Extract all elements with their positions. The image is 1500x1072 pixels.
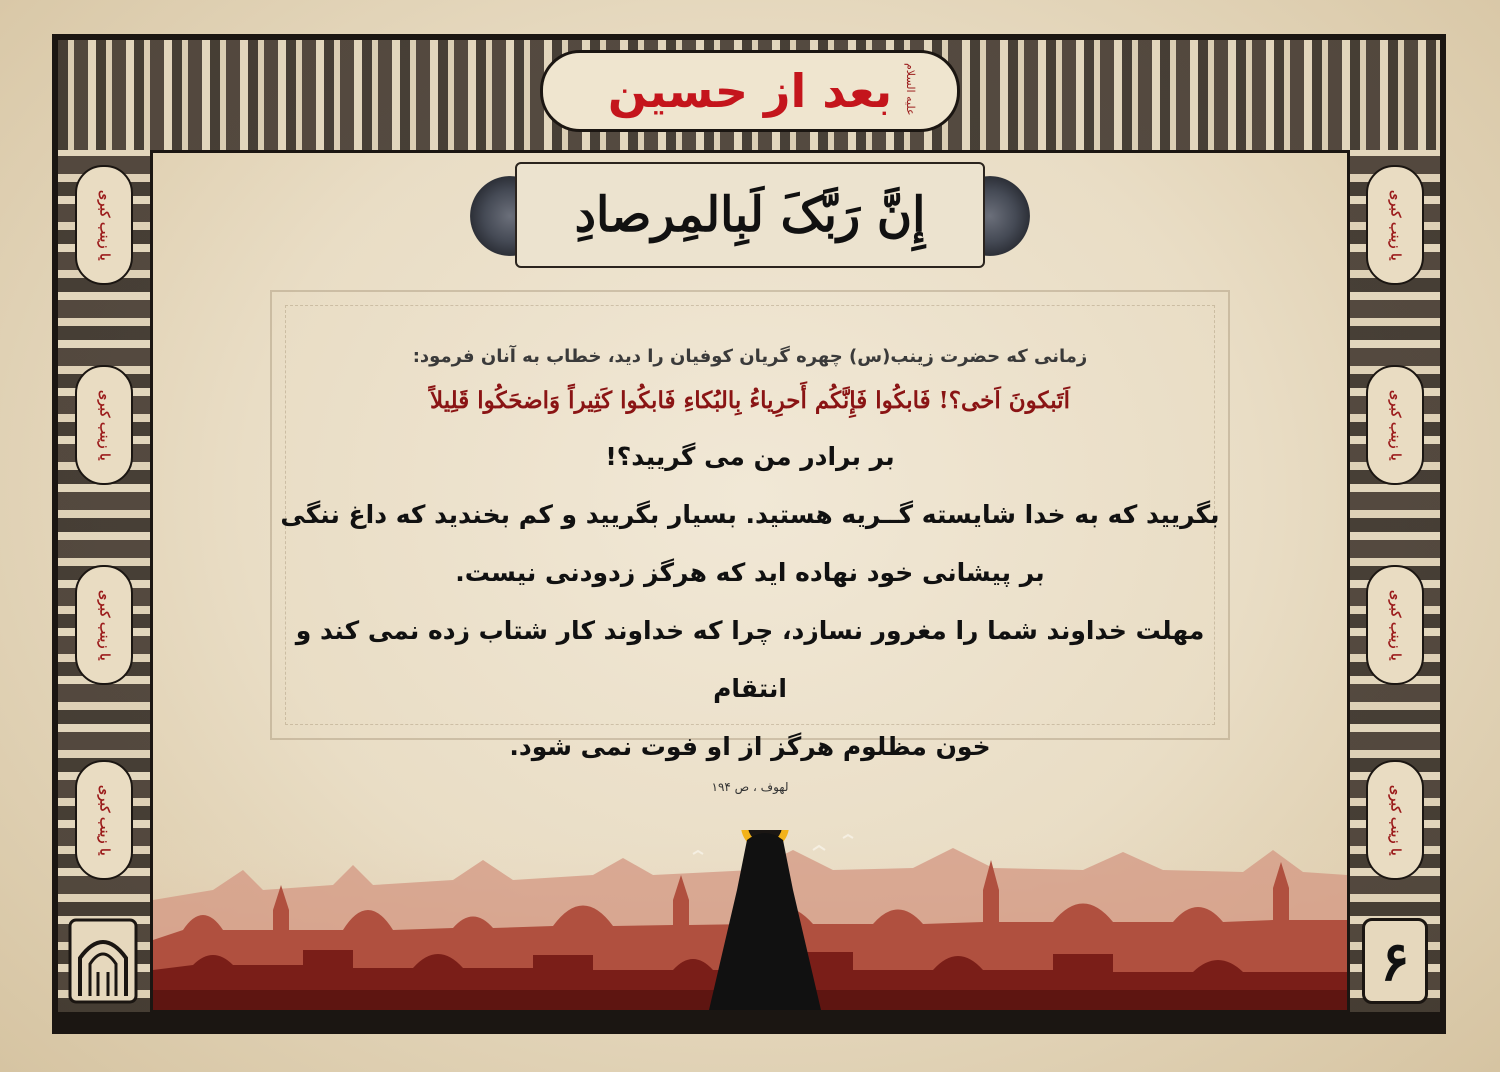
title-plaque [540,50,960,132]
cartouche-text: یا زینب کبری [1387,389,1403,461]
poster-title: بعد از حسین [607,64,893,118]
right-cartouche-2 [1366,365,1424,485]
right-cartouche-1 [1366,165,1424,285]
source-citation: لهوف ، ص ۱۹۴ [711,780,789,794]
translation-line: مهلت خداوند شما را مغرور نسازد، چرا که خداوند کار شتاب زده نمی کند و انتقام [295,616,1205,703]
arabic-quote: اَتَبکونَ اَخی؟! فَابکُوا فَإِنَّکُم أَحرِیاءُ بِالبُکاءِ فَابکُوا کَثِیراً وَاضحَکُوا قَلِیلاً [430,387,1070,414]
city-skyline-illustration [153,830,1347,1010]
quran-verse: إِنَّ رَبَّکَ لَبِالمِرصادِ [574,187,926,243]
cartouche-text: یا زینب کبری [96,189,112,261]
translation-line: بگریید که به خدا شایسته گــریه هستید. بسیار بگریید و کم بخندید که داغ ننگی [280,500,1220,529]
main-text [260,346,1240,794]
right-cartouche-4 [1366,760,1424,880]
right-cartouche-3 [1366,565,1424,685]
translation-line: بر برادر من می گریید؟! [605,442,895,471]
left-cartouche-4 [75,760,133,880]
mosque-arch-icon [68,918,138,1004]
cartouche-text: یا زینب کبری [96,784,112,856]
page-number: ۶ [1362,918,1428,1004]
cartouche-text: یا زینب کبری [1387,189,1403,261]
cartouche-text: یا زینب کبری [96,589,112,661]
translation-line: بر پیشانی خود نهاده اید که هرگز زدودنی نیست. [455,558,1045,587]
left-cartouche-2 [75,365,133,485]
cartouche-text: یا زینب کبری [1387,589,1403,661]
verse-plaque [515,162,985,268]
translation-line: خون مظلوم هرگز از او فوت نمی شود. [509,732,991,761]
left-cartouche-3 [75,565,133,685]
left-cartouche-1 [75,165,133,285]
intro-text: زمانی که حضرت زینب(س) چهره گریان کوفیان را دید، خطاب به آنان فرمود: [412,346,1088,367]
cartouche-text: یا زینب کبری [96,389,112,461]
cartouche-text: یا زینب کبری [1387,784,1403,856]
title-honorific: علیه السلام [904,63,917,116]
